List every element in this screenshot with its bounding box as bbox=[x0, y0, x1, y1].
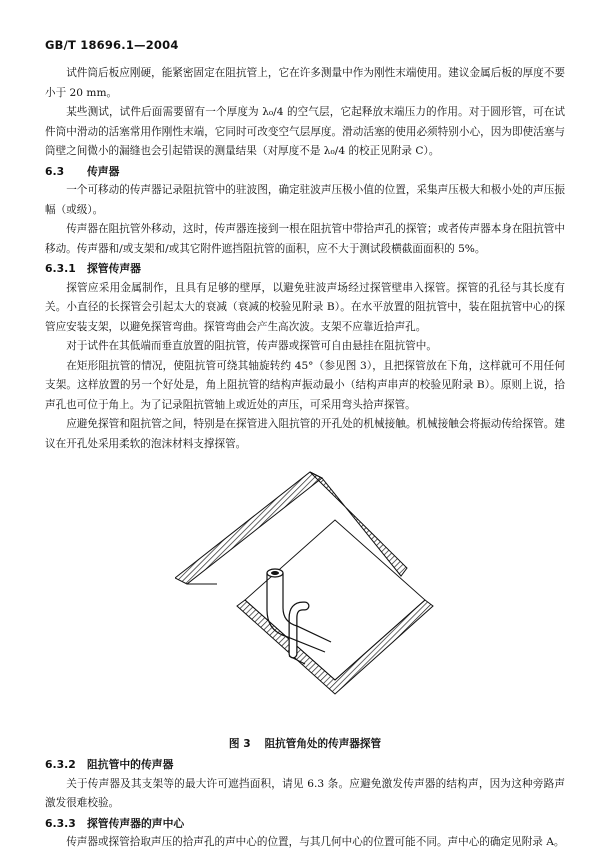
section-heading bbox=[45, 755, 565, 775]
impedance-tube-corner-illustration bbox=[175, 458, 435, 728]
paragraph: 关于传声器及其支架等的最大许可遮挡面积，请见 6.3 条。应避免激发传声器的结构声，因为这种旁路声激发很难校验。 bbox=[45, 777, 565, 809]
section-title: 阻抗管中的传声器 bbox=[87, 758, 174, 771]
figure-3 bbox=[45, 458, 565, 733]
paragraph: 某些测试，试件后面需要留有一个厚度为 λ₀/4 的空气层，它起释放末端压力的作用。对于圆形管，可在试件筒中滑动的活塞常用作刚性末端，它同时可改变空气层厚度。滑动活塞的使用必须特别小心，因为即使活塞与筒壁之间微小的漏缝也会引起错误的测量结果（对厚度不是 λ₀/4 的校正见附录 C）。 bbox=[45, 106, 565, 157]
section-number: 6.3.3 bbox=[45, 816, 76, 830]
paragraph: 传声器或探管拾取声压的拾声孔的声中心的位置，与其几何中心的位置可能不同。声中心的确定见附录 A。 bbox=[66, 836, 565, 848]
paragraph: 对于试件在其低端而垂直放置的阻抗管，传声器或探管可自由悬挂在阻抗管中。 bbox=[66, 340, 437, 352]
section-heading bbox=[45, 259, 565, 279]
paragraph: 探管应采用金属制作，且具有足够的壁厚，以避免驻波声场经过探管壁串入探管。探管的孔径与其长度有关。小直径的长探管会引起太大的衰减（衰减的校验见附录 B）。在水平放置的阻抗管中，装在阻抗管中心的探管应安装支架，以避免探管弯曲。探管弯曲会产生高次波。支架不应靠近拾声孔。 bbox=[45, 281, 565, 333]
section-title: 探管传声器 bbox=[87, 262, 141, 275]
standard-number: GB/T 18696.1—2004 bbox=[45, 38, 179, 52]
section-title: 传声器 bbox=[87, 164, 120, 178]
section-number: 6.3 bbox=[45, 164, 65, 178]
section-number: 6.3.1 bbox=[45, 262, 76, 275]
paragraph: 传声器在阻抗管外移动，这时，传声器连接到一根在阻抗管中带拾声孔的探管；或者传声器本身在阻抗管中移动。传声器和/或支架和/或其它附件遮挡阻抗管的面积，应不大于测试段横截面面积的 5%。 bbox=[45, 223, 565, 255]
paragraph: 应避免探管和阻抗管之间，特别是在探管进入阻抗管的开孔处的机械接触。机械接触会将振动传给探管。建议在开孔处采用柔软的泡沫材料支撑探管。 bbox=[45, 418, 565, 450]
figure-caption bbox=[45, 733, 565, 755]
section-heading bbox=[45, 162, 565, 182]
document-body bbox=[45, 64, 565, 853]
paragraph: 一个可移动的传声器记录阻抗管中的驻波图，确定驻波声压极小值的位置，采集声压极大和极小处的声压振幅（或级）。 bbox=[45, 184, 565, 216]
paragraph: 在矩形阻抗管的情况，使阻抗管可绕其轴旋转约 45°（参见图 3），且把探管放在下角，这样就可不用任何支架。这样放置的另一个好处是，角上阻抗管的结构声振动最小（结构声串声的校验见附录 B）。原则上说，拾声孔也可位于角上。为了记录阻抗管轴上或近处的声压，可采用弯头拾声探管。 bbox=[45, 359, 565, 411]
figure-title: 阻抗管角处的传声器探管 bbox=[264, 738, 382, 750]
section-heading bbox=[45, 814, 565, 834]
paragraph: 试件筒后板应刚硬，能紧密固定在阻抗管上，它在许多测量中作为刚性末端使用。建议金属后板的厚度不要小于 20 mm。 bbox=[45, 67, 565, 99]
section-title: 探管传声器的声中心 bbox=[87, 816, 185, 830]
figure-number: 图 3 bbox=[228, 738, 251, 750]
section-number: 6.3.2 bbox=[45, 758, 76, 771]
